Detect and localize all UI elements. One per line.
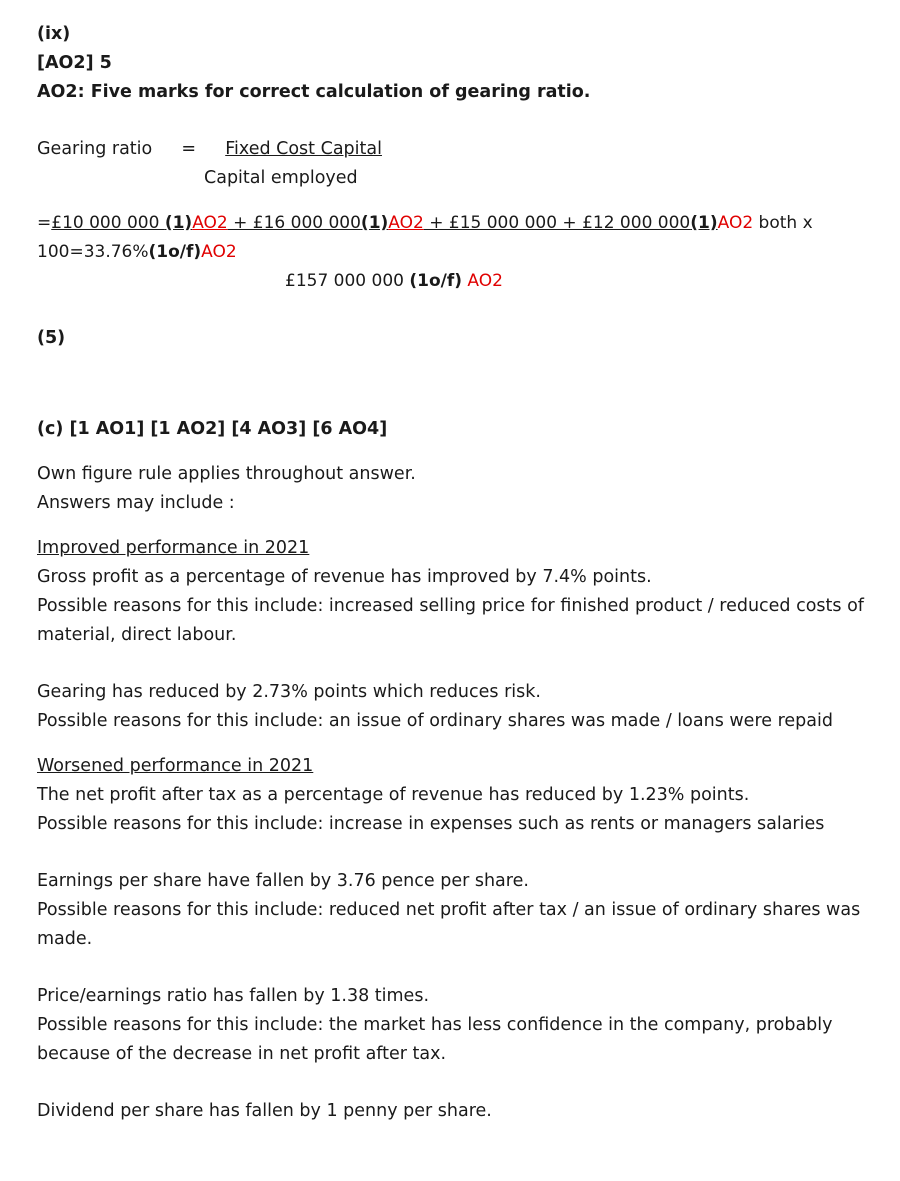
gearing-line: Gearing has reduced by 2.73% points which reduces risk. (37, 682, 541, 702)
calc-result: 100=33.76% (37, 242, 149, 262)
part-c-heading: (c) [1 AO1] [1 AO2] [4 AO3] [6 AO4] (37, 419, 388, 439)
part-label: (ix) (37, 24, 71, 44)
instruction-line: AO2: Five marks for correct calculation of gearing ratio. (37, 82, 591, 102)
improved-heading: Improved performance in 2021 (37, 538, 310, 558)
dps-line: Dividend per share has fallen by 1 penny per share. (37, 1101, 492, 1121)
gross-profit-reason-2: material, direct labour. (37, 625, 237, 645)
calc-term-3: + £15 000 000 + £12 000 000 (423, 213, 691, 233)
calculation-line-1 (37, 209, 813, 238)
gross-profit-line: Gross profit as a percentage of revenue has improved by 7.4% points. (37, 567, 652, 587)
eps-reason-2: made. (37, 929, 93, 949)
calc-ao-4: AO2 (201, 242, 237, 262)
gearing-formula-row (37, 135, 382, 164)
calc-term-2: + £16 000 000 (227, 213, 361, 233)
gearing-label: Gearing ratio (37, 139, 153, 159)
calc-mark-3: (1) (690, 213, 718, 233)
ao-marks-line: [AO2] 5 (37, 53, 112, 73)
calc-ao-1: AO2 (192, 213, 228, 233)
calc-ao-2: AO2 (388, 213, 424, 233)
net-profit-reason: Possible reasons for this include: increase in expenses such as rents or managers salaries (37, 814, 825, 834)
calc-tail: both x (753, 213, 813, 233)
calc-mark-1: (1) (164, 213, 193, 233)
pe-reason-2: because of the decrease in net profit after tax. (37, 1044, 447, 1064)
worsened-heading: Worsened performance in 2021 (37, 756, 314, 776)
calculation-line-2 (37, 238, 237, 267)
calc-denominator-value: £157 000 000 (285, 271, 410, 291)
pe-line: Price/earnings ratio has fallen by 1.38 times. (37, 986, 430, 1006)
calc-mark-5: (1o/f) (409, 271, 463, 291)
total-marks: (5) (37, 328, 66, 348)
gearing-equals: = (181, 139, 197, 159)
calc-ao-5: AO2 (462, 271, 503, 291)
calculation-denominator (285, 267, 503, 296)
net-profit-line: The net profit after tax as a percentage of revenue has reduced by 1.23% points. (37, 785, 750, 805)
pe-reason-1: Possible reasons for this include: the market has less confidence in the company, probably (37, 1015, 833, 1035)
gearing-reason: Possible reasons for this include: an issue of ordinary shares was made / loans were repaid (37, 711, 833, 731)
gross-profit-reason-1: Possible reasons for this include: increased selling price for finished product / reduced costs of (37, 596, 864, 616)
gearing-denominator: Capital employed (204, 168, 358, 188)
intro-line-2: Answers may include : (37, 493, 235, 513)
eps-reason-1: Possible reasons for this include: reduced net profit after tax / an issue of ordinary shares was (37, 900, 861, 920)
intro-line-1: Own figure rule applies throughout answer. (37, 464, 416, 484)
calc-term-1: £10 000 000 (51, 213, 165, 233)
calc-equals: = (37, 213, 52, 233)
eps-line: Earnings per share have fallen by 3.76 pence per share. (37, 871, 529, 891)
calc-mark-2: (1) (360, 213, 389, 233)
gearing-numerator: Fixed Cost Capital (225, 139, 382, 159)
calc-ao-3: AO2 (717, 213, 754, 233)
calc-mark-4: (1o/f) (148, 242, 202, 262)
